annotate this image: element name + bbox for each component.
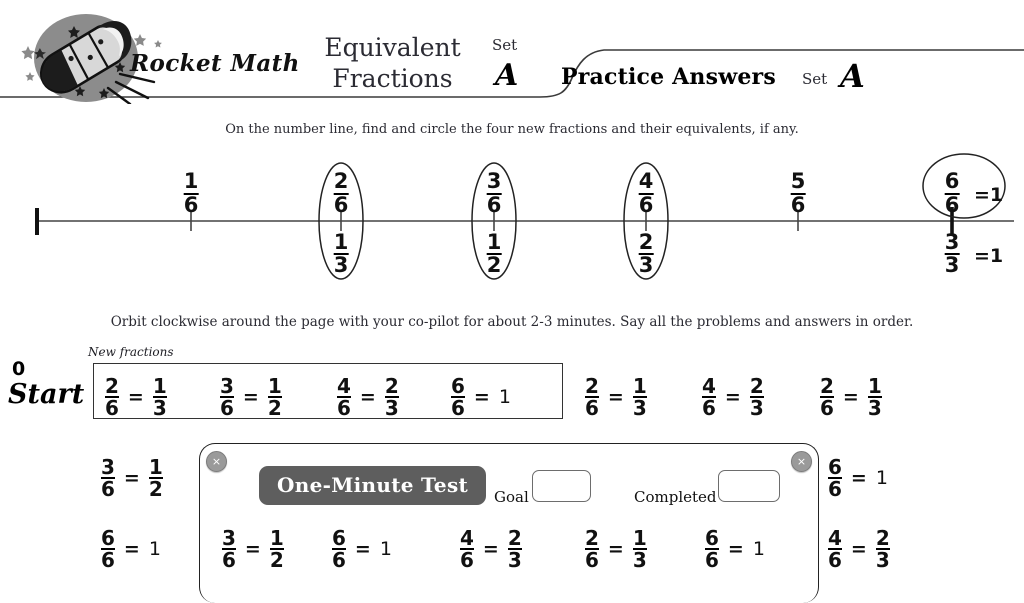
fraction bbox=[828, 528, 842, 571]
problem bbox=[460, 528, 522, 571]
completed-label: Completed bbox=[634, 488, 717, 506]
problem bbox=[702, 376, 764, 419]
fraction-denominator: 2 bbox=[267, 396, 282, 421]
fraction-numerator: 1 bbox=[632, 374, 647, 398]
fraction bbox=[101, 528, 115, 571]
fraction-denominator: 3 bbox=[507, 548, 522, 573]
problem bbox=[337, 376, 399, 419]
new-fractions-label: New fractions bbox=[88, 345, 174, 359]
problem bbox=[828, 528, 890, 571]
fraction-numerator: 2 bbox=[585, 526, 599, 550]
answer-fraction bbox=[750, 376, 764, 419]
problem bbox=[820, 376, 882, 419]
fraction-numerator: 2 bbox=[820, 374, 834, 398]
fraction-denominator: 6 bbox=[222, 548, 236, 573]
fraction bbox=[332, 528, 346, 571]
instruction-line-1: On the number line, find and circle the four new fractions and their equivalents, if any. bbox=[225, 122, 799, 137]
fraction-denominator: 3 bbox=[632, 396, 647, 421]
fraction bbox=[337, 376, 351, 419]
fraction-numerator: 3 bbox=[944, 230, 960, 254]
fraction bbox=[460, 528, 474, 571]
one-minute-test-badge: One-Minute Test bbox=[259, 466, 486, 505]
close-icon-left[interactable] bbox=[206, 451, 227, 472]
fraction bbox=[702, 376, 716, 419]
equals-sign: = bbox=[123, 538, 140, 561]
answer-whole: 1 bbox=[379, 538, 392, 561]
fraction-numerator: 2 bbox=[638, 230, 654, 254]
problem bbox=[451, 376, 511, 419]
answer-fraction bbox=[876, 528, 890, 571]
fraction bbox=[105, 376, 119, 419]
number-line-fraction-equivalent bbox=[945, 232, 960, 277]
fraction-denominator: 2 bbox=[269, 548, 284, 573]
answer-fraction bbox=[270, 528, 284, 571]
fraction-denominator: 3 bbox=[944, 253, 960, 278]
fraction-numerator: 1 bbox=[269, 526, 284, 550]
fraction-numerator: 3 bbox=[220, 374, 234, 398]
equals-sign: = bbox=[842, 386, 859, 409]
fraction-denominator: 6 bbox=[337, 396, 351, 421]
fraction-denominator: 6 bbox=[451, 396, 465, 421]
fraction-numerator: 1 bbox=[333, 230, 349, 254]
fraction-denominator: 6 bbox=[333, 192, 349, 217]
fraction bbox=[451, 376, 465, 419]
completed-input[interactable] bbox=[718, 470, 780, 502]
fraction-numerator: 6 bbox=[451, 374, 465, 398]
fraction bbox=[101, 457, 115, 500]
fraction-numerator: 6 bbox=[101, 526, 115, 550]
equals-sign: = bbox=[244, 538, 261, 561]
answer-whole: 1 bbox=[875, 467, 888, 490]
fraction-numerator: 2 bbox=[875, 526, 890, 550]
set-label-right: Set bbox=[802, 70, 828, 88]
close-x-glyph: × bbox=[211, 455, 222, 468]
problem bbox=[222, 528, 284, 571]
close-icon-right[interactable] bbox=[791, 451, 812, 472]
fraction-denominator: 6 bbox=[944, 192, 960, 217]
fraction-numerator: 3 bbox=[101, 455, 115, 479]
fraction-denominator: 6 bbox=[828, 548, 842, 573]
fraction-denominator: 6 bbox=[585, 548, 599, 573]
fraction-denominator: 2 bbox=[486, 253, 502, 278]
fraction bbox=[705, 528, 719, 571]
fraction-numerator: 6 bbox=[705, 526, 719, 550]
page-header bbox=[0, 0, 1024, 108]
title-line-2: Fractions bbox=[332, 64, 453, 93]
fraction-denominator: 3 bbox=[867, 396, 882, 421]
problem bbox=[585, 528, 647, 571]
fraction-denominator: 6 bbox=[105, 396, 119, 421]
number-line-fraction-top bbox=[791, 171, 806, 216]
equals-sign: = bbox=[850, 467, 867, 490]
answer-fraction bbox=[633, 528, 647, 571]
fraction-denominator: 6 bbox=[332, 548, 346, 573]
fraction-denominator: 2 bbox=[148, 477, 163, 502]
worksheet-title bbox=[305, 32, 480, 94]
fraction-numerator: 3 bbox=[486, 169, 502, 194]
fraction-denominator: 6 bbox=[101, 548, 115, 573]
fraction-denominator: 3 bbox=[384, 396, 399, 421]
fraction-numerator: 1 bbox=[267, 374, 282, 398]
number-line-fraction-top bbox=[945, 171, 960, 216]
equals-sign: = bbox=[727, 538, 744, 561]
number-line-equals-one-top: =1 bbox=[974, 184, 1004, 206]
equals-sign: = bbox=[607, 386, 624, 409]
number-line-origin-label: 0 bbox=[12, 358, 26, 380]
equals-sign: = bbox=[724, 386, 741, 409]
fraction-numerator: 2 bbox=[333, 169, 349, 194]
fraction-numerator: 3 bbox=[222, 526, 236, 550]
number-line-graphic bbox=[0, 150, 1024, 290]
fraction-numerator: 2 bbox=[105, 374, 119, 398]
answer-whole: 1 bbox=[752, 538, 765, 561]
number-line-fraction-top bbox=[184, 171, 199, 216]
fraction-denominator: 6 bbox=[702, 396, 716, 421]
practice-answers-title: Practice Answers bbox=[561, 64, 776, 90]
fraction-numerator: 1 bbox=[867, 374, 882, 398]
number-line-fraction-equivalent bbox=[334, 232, 349, 277]
fraction-numerator: 6 bbox=[332, 526, 346, 550]
answer-whole: 1 bbox=[498, 386, 511, 409]
problem bbox=[101, 457, 163, 500]
answer-fraction bbox=[153, 376, 167, 419]
fraction-numerator: 6 bbox=[828, 455, 842, 479]
number-line-fraction-top bbox=[487, 171, 502, 216]
fraction-denominator: 6 bbox=[460, 548, 474, 573]
fraction bbox=[820, 376, 834, 419]
title-line-1: Equivalent bbox=[324, 33, 461, 62]
fraction-denominator: 3 bbox=[749, 396, 764, 421]
start-label: Start bbox=[8, 379, 85, 410]
fraction bbox=[828, 457, 842, 500]
problem bbox=[705, 528, 765, 571]
equals-sign: = bbox=[482, 538, 499, 561]
answer-fraction bbox=[508, 528, 522, 571]
number-line-equals-one-bottom: =1 bbox=[974, 245, 1004, 267]
fraction-denominator: 6 bbox=[705, 548, 719, 573]
instruction-line-2: Orbit clockwise around the page with your co-pilot for about 2-3 minutes. Say all the problems and answers in order. bbox=[110, 314, 914, 330]
problem bbox=[105, 376, 167, 419]
equals-sign: = bbox=[473, 386, 490, 409]
fraction-denominator: 6 bbox=[585, 396, 599, 421]
equals-sign: = bbox=[359, 386, 376, 409]
answer-whole: 1 bbox=[148, 538, 161, 561]
answer-fraction bbox=[868, 376, 882, 419]
fraction-numerator: 4 bbox=[828, 526, 842, 550]
problem bbox=[220, 376, 282, 419]
problem bbox=[332, 528, 392, 571]
fraction-numerator: 4 bbox=[702, 374, 716, 398]
fraction-denominator: 6 bbox=[220, 396, 234, 421]
fraction-numerator: 2 bbox=[507, 526, 522, 550]
goal-label: Goal bbox=[494, 488, 529, 506]
fraction-numerator: 2 bbox=[384, 374, 399, 398]
close-x-glyph: × bbox=[796, 455, 807, 468]
fraction-numerator: 4 bbox=[460, 526, 474, 550]
fraction-denominator: 6 bbox=[486, 192, 502, 217]
equals-sign: = bbox=[123, 467, 140, 490]
fraction-denominator: 6 bbox=[638, 192, 654, 217]
problem bbox=[828, 457, 888, 500]
fraction-numerator: 2 bbox=[749, 374, 764, 398]
brand-name: Rocket Math bbox=[130, 50, 300, 77]
fraction-denominator: 3 bbox=[875, 548, 890, 573]
goal-input[interactable] bbox=[532, 470, 591, 502]
set-letter-right: A bbox=[840, 57, 865, 95]
fraction-numerator: 1 bbox=[632, 526, 647, 550]
number-line-fraction-top bbox=[334, 171, 349, 216]
equals-sign: = bbox=[127, 386, 144, 409]
number-line-fraction-top bbox=[639, 171, 654, 216]
fraction bbox=[585, 528, 599, 571]
fraction-numerator: 2 bbox=[585, 374, 599, 398]
fraction bbox=[222, 528, 236, 571]
rocket-math-logo bbox=[8, 8, 308, 104]
problem bbox=[101, 528, 161, 571]
fraction-denominator: 6 bbox=[101, 477, 115, 502]
fraction-numerator: 4 bbox=[337, 374, 351, 398]
fraction-denominator: 3 bbox=[638, 253, 654, 278]
fraction-numerator: 1 bbox=[183, 169, 199, 194]
set-letter-left: A bbox=[495, 58, 519, 93]
number-line-fraction-equivalent bbox=[639, 232, 654, 277]
fraction-denominator: 3 bbox=[152, 396, 167, 421]
equals-sign: = bbox=[850, 538, 867, 561]
fraction-numerator: 1 bbox=[148, 455, 163, 479]
fraction-denominator: 3 bbox=[632, 548, 647, 573]
fraction-denominator: 6 bbox=[820, 396, 834, 421]
number-line-fraction-equivalent bbox=[487, 232, 502, 277]
fraction-denominator: 6 bbox=[183, 192, 199, 217]
equals-sign: = bbox=[354, 538, 371, 561]
answer-fraction bbox=[268, 376, 282, 419]
answer-fraction bbox=[149, 457, 163, 500]
equals-sign: = bbox=[242, 386, 259, 409]
fraction-numerator: 1 bbox=[486, 230, 502, 254]
fraction-denominator: 6 bbox=[828, 477, 842, 502]
fraction bbox=[585, 376, 599, 419]
answer-fraction bbox=[385, 376, 399, 419]
fraction-numerator: 4 bbox=[638, 169, 654, 194]
fraction-denominator: 3 bbox=[333, 253, 349, 278]
problem bbox=[585, 376, 647, 419]
fraction bbox=[220, 376, 234, 419]
fraction-numerator: 5 bbox=[790, 169, 806, 194]
fraction-denominator: 6 bbox=[790, 192, 806, 217]
fraction-numerator: 1 bbox=[152, 374, 167, 398]
equals-sign: = bbox=[607, 538, 624, 561]
fraction-numerator: 6 bbox=[944, 169, 960, 194]
answer-fraction bbox=[633, 376, 647, 419]
set-label-left: Set bbox=[492, 36, 518, 54]
